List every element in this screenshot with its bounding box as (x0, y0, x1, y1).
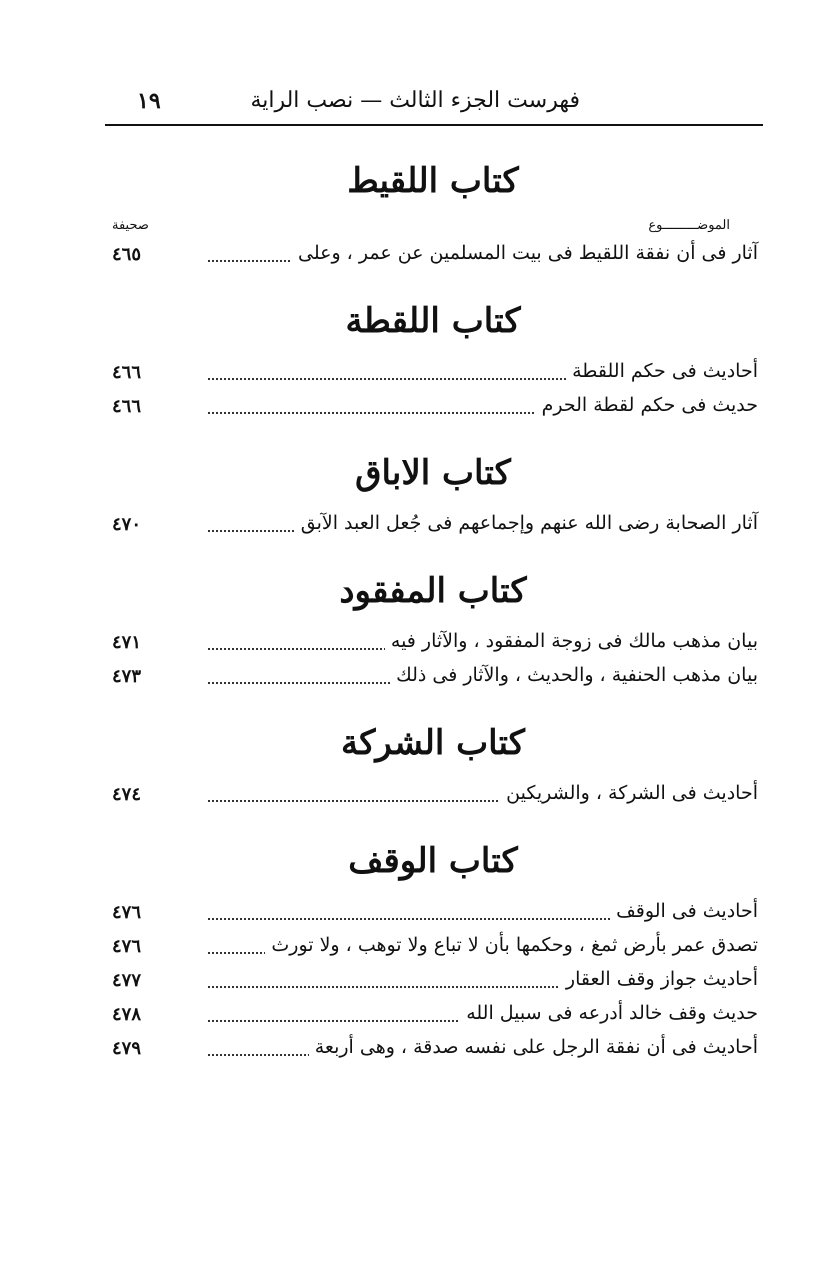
entry-page: ٤٦٦ (112, 362, 142, 383)
section-title: كتاب اللقطة (345, 301, 521, 341)
running-header (105, 84, 760, 124)
subject-column-header: الموضـــــــــوع (648, 218, 730, 233)
toc-entry (108, 966, 758, 1000)
page-number: ١٩ (137, 88, 161, 114)
entry-page: ٤٦٥ (112, 244, 142, 265)
toc-entry (108, 392, 758, 426)
toc-entry (108, 628, 758, 662)
entry-text: أحاديث فى الشركة ، والشريكين (500, 782, 758, 804)
entry-page: ٤٧٧ (112, 970, 142, 991)
toc-entry (108, 358, 758, 392)
column-headers (108, 218, 758, 240)
entry-page: ٤٧٩ (112, 1038, 142, 1059)
header-rule (105, 124, 763, 126)
section-title: كتاب المفقود (339, 571, 527, 611)
entry-text: بيان مذهب مالك فى زوجة المفقود ، والآثار فيه (385, 630, 758, 652)
entry-text: أحاديث فى حكم اللقطة (566, 360, 758, 382)
entry-text: آثار الصحابة رضى الله عنهم وإجماعهم فى جُعل العبد الآبق (295, 512, 758, 534)
toc-entry (108, 780, 758, 814)
entry-page: ٤٧١ (112, 632, 142, 653)
table-of-contents (108, 150, 758, 1068)
section-title: كتاب الشركة (341, 723, 525, 763)
toc-entry (108, 898, 758, 932)
entry-page: ٤٧٦ (112, 936, 142, 957)
toc-entry (108, 1000, 758, 1034)
entry-page: ٤٧٦ (112, 902, 142, 923)
entry-text: حديث وقف خالد أدرعه فى سبيل الله (460, 1002, 758, 1024)
entry-text: بيان مذهب الحنفية ، والحديث ، والآثار فى ذلك (390, 664, 758, 686)
running-title: فهرست الجزء الثالث — نصب الراية (250, 88, 580, 113)
entry-text: أحاديث فى أن نفقة الرجل على نفسه صدقة ، وهى أربعة (309, 1036, 758, 1058)
entry-text: آثار فى أن نفقة اللقيط فى بيت المسلمين عن عمر ، وعلى (292, 242, 758, 264)
entry-text: أحاديث جواز وقف العقار (560, 968, 758, 990)
entry-text: أحاديث فى الوقف (610, 900, 758, 922)
toc-entry (108, 1034, 758, 1068)
section-title: كتاب الوقف (348, 841, 518, 881)
toc-entry (108, 510, 758, 544)
entry-page: ٤٧٠ (112, 514, 142, 535)
entry-page: ٤٧٣ (112, 666, 142, 687)
entry-page: ٤٧٤ (112, 784, 142, 805)
toc-entry (108, 240, 758, 274)
entry-text: تصدق عمر بأرض ثمغ ، وحكمها بأن لا تباع ولا توهب ، ولا تورث (265, 934, 758, 956)
toc-entry (108, 932, 758, 966)
entry-text: حديث فى حكم لقطة الحرم (536, 394, 758, 416)
toc-entry (108, 662, 758, 696)
entry-page: ٤٧٨ (112, 1004, 142, 1025)
section-title: كتاب اللقيط (347, 161, 519, 201)
entry-page: ٤٦٦ (112, 396, 142, 417)
section-title: كتاب الاباق (355, 453, 511, 493)
page-column-header: صحيفة (112, 218, 149, 233)
